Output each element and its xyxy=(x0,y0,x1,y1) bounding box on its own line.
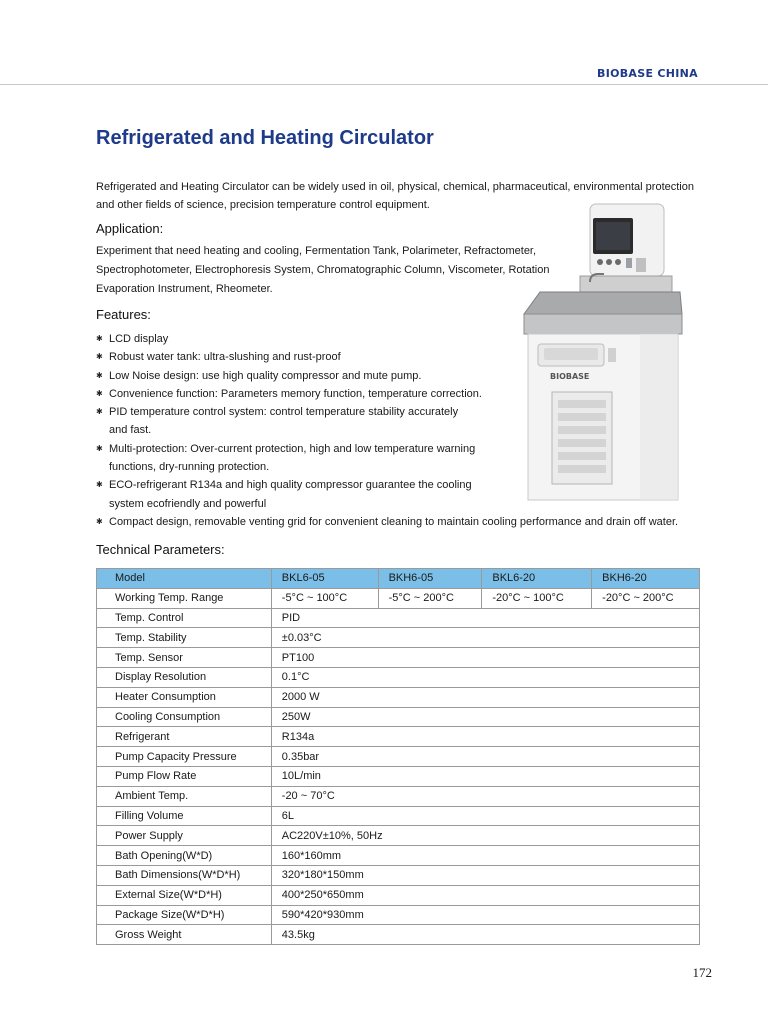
header-cell: Model xyxy=(97,569,272,589)
param-value: 43.5kg xyxy=(271,925,699,945)
technical-parameters-heading: Technical Parameters: xyxy=(96,542,225,557)
header-cell: BKH6-20 xyxy=(592,569,700,589)
brand-name: BIOBASE CHINA xyxy=(597,67,698,80)
table-row xyxy=(97,747,700,767)
header-cell: BKH6-05 xyxy=(378,569,482,589)
table-row xyxy=(97,667,700,687)
param-value: -20°C ~ 200°C xyxy=(592,588,700,608)
feature-item: ✱ Robust water tank: ultra-slushing and rust-proof xyxy=(96,348,696,366)
param-label: Cooling Consumption xyxy=(97,707,272,727)
page-number: 172 xyxy=(692,965,712,980)
table-row xyxy=(97,707,700,727)
feature-item: ✱ Low Noise design: use high quality compressor and mute pump. xyxy=(96,367,696,385)
param-label: Temp. Control xyxy=(97,608,272,628)
param-value: 0.1°C xyxy=(271,667,699,687)
param-value: ±0.03°C xyxy=(271,628,699,648)
param-label: Filling Volume xyxy=(97,806,272,826)
table-row xyxy=(97,588,700,608)
param-label: Refrigerant xyxy=(97,727,272,747)
param-value: 10L/min xyxy=(271,766,699,786)
table-header-row xyxy=(97,569,700,589)
param-value: PID xyxy=(271,608,699,628)
feature-item: ✱ ECO-refrigerant R134a and high quality compressor guarantee the cooling system ecofriendly and powerful xyxy=(96,476,696,513)
param-label: Power Supply xyxy=(97,826,272,846)
header-cell: BKL6-20 xyxy=(482,569,592,589)
param-label: Temp. Sensor xyxy=(97,648,272,668)
table-row xyxy=(97,648,700,668)
param-value: PT100 xyxy=(271,648,699,668)
param-value: 2000 W xyxy=(271,687,699,707)
table-row xyxy=(97,826,700,846)
features-heading: Features: xyxy=(96,307,151,322)
param-value: -20 ~ 70°C xyxy=(271,786,699,806)
intro-paragraph: Refrigerated and Heating Circulator can be widely used in oil, physical, chemical, pharmaceutical, environmental protection and other fields of science, precision temperature control equipment. xyxy=(96,181,694,211)
param-label: Display Resolution xyxy=(97,667,272,687)
param-label: Pump Capacity Pressure xyxy=(97,747,272,767)
application-heading: Application: xyxy=(96,221,164,236)
param-label: Package Size(W*D*H) xyxy=(97,905,272,925)
param-value: AC220V±10%, 50Hz xyxy=(271,826,699,846)
product-label: BIOBASE xyxy=(550,372,590,381)
param-value: 400*250*650mm xyxy=(271,885,699,905)
param-value: 320*180*150mm xyxy=(271,865,699,885)
table-row xyxy=(97,687,700,707)
table-row xyxy=(97,806,700,826)
feature-item: ✱ Compact design, removable venting grid for convenient cleaning to maintain cooling performance and drain off water. xyxy=(96,513,696,531)
feature-item: ✱ LCD display xyxy=(96,330,696,348)
param-label: Bath Dimensions(W*D*H) xyxy=(97,865,272,885)
table-row xyxy=(97,905,700,925)
application-text: Experiment that need heating and cooling, Fermentation Tank, Polarimeter, Refractometer, Spectrophotometer, Electrophoresis System, Chromatographic Column, Viscometer, Rotation Evaporation Instrument, Rheometer. xyxy=(96,245,550,295)
param-label: External Size(W*D*H) xyxy=(97,885,272,905)
table-row xyxy=(97,608,700,628)
table-row xyxy=(97,865,700,885)
param-label: Ambient Temp. xyxy=(97,786,272,806)
table-row xyxy=(97,628,700,648)
param-value: -5°C ~ 200°C xyxy=(378,588,482,608)
circulator-illustration xyxy=(520,202,690,502)
table-row xyxy=(97,786,700,806)
param-value: 6L xyxy=(271,806,699,826)
page-title: Refrigerated and Heating Circulator xyxy=(96,127,434,149)
param-label: Working Temp. Range xyxy=(97,588,272,608)
header-divider xyxy=(0,84,768,85)
param-label: Gross Weight xyxy=(97,925,272,945)
param-value: 590*420*930mm xyxy=(271,905,699,925)
table-row xyxy=(97,925,700,945)
param-value: 250W xyxy=(271,707,699,727)
table-row xyxy=(97,766,700,786)
header-cell: BKL6-05 xyxy=(271,569,378,589)
param-value: -20°C ~ 100°C xyxy=(482,588,592,608)
param-value: -5°C ~ 100°C xyxy=(271,588,378,608)
param-value: 0.35bar xyxy=(271,747,699,767)
param-value: R134a xyxy=(271,727,699,747)
param-value: 160*160mm xyxy=(271,846,699,866)
table-row xyxy=(97,846,700,866)
table-row xyxy=(97,885,700,905)
feature-item: ✱ Multi-protection: Over-current protection, high and low temperature warning functions, dry-running protection. xyxy=(96,440,696,477)
param-label: Temp. Stability xyxy=(97,628,272,648)
param-label: Bath Opening(W*D) xyxy=(97,846,272,866)
param-label: Pump Flow Rate xyxy=(97,766,272,786)
param-label: Heater Consumption xyxy=(97,687,272,707)
technical-parameters-table xyxy=(96,568,700,945)
feature-item: ✱ Convenience function: Parameters memory function, temperature correction. xyxy=(96,385,696,403)
table-row xyxy=(97,727,700,747)
feature-item: ✱ PID temperature control system: control temperature stability accurately and fast. xyxy=(96,403,696,440)
